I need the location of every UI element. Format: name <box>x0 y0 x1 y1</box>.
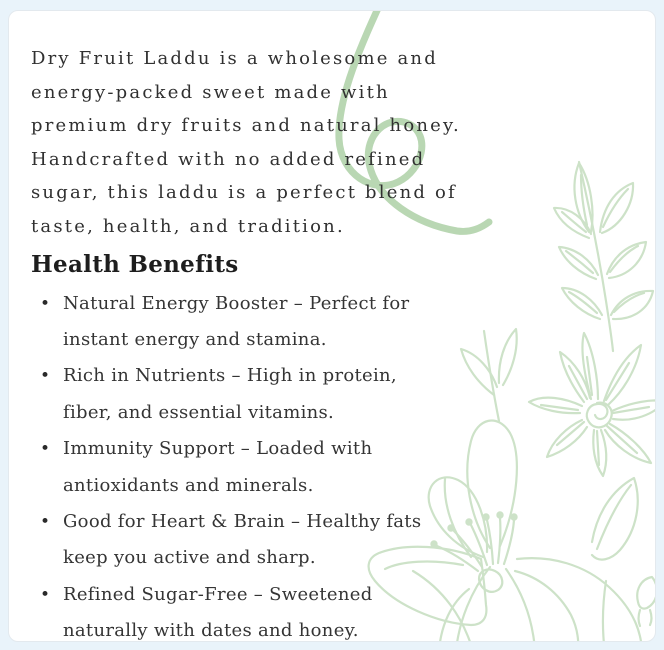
bullet-icon: • <box>40 439 51 460</box>
benefit-text-line: naturally with dates and honey. <box>63 620 359 642</box>
description-line: sugar, this laddu is a perfect blend of <box>31 182 457 204</box>
benefit-text-line: fiber, and essential vitamins. <box>63 401 335 423</box>
bullet-icon: • <box>40 366 51 387</box>
description-line: premium dry fruits and natural honey. <box>31 115 461 137</box>
list-item <box>31 431 641 504</box>
list-item <box>31 358 641 431</box>
health-benefits-list <box>31 286 641 642</box>
health-benefits-heading: Health Benefits <box>31 250 239 278</box>
benefit-text-line: Refined Sugar-Free – Sweetened <box>63 583 373 605</box>
benefit-text-line: instant energy and stamina. <box>63 328 327 350</box>
benefit-text-line: keep you active and sharp. <box>63 547 316 569</box>
description-line: energy-packed sweet made with <box>31 81 390 103</box>
benefit-text-line: Immunity Support – Loaded with <box>63 438 373 460</box>
product-description <box>31 42 641 244</box>
product-description-card <box>8 10 656 642</box>
card-content <box>9 11 655 642</box>
benefit-text-line: Good for Heart & Brain – Healthy fats <box>63 511 422 532</box>
bullet-icon: • <box>40 584 51 605</box>
bullet-icon: • <box>40 293 51 314</box>
list-item <box>31 577 641 642</box>
list-item <box>31 286 641 359</box>
benefit-text-line: antioxidants and minerals. <box>63 474 314 496</box>
description-line: taste, health, and tradition. <box>31 215 345 237</box>
description-line: Dry Fruit Laddu is a wholesome and <box>31 48 438 69</box>
benefit-text-line: Rich in Nutrients – High in protein, <box>63 365 397 387</box>
bullet-icon: • <box>40 512 51 532</box>
list-item <box>31 504 641 577</box>
benefit-text-line: Natural Energy Booster – Perfect for <box>63 292 410 314</box>
description-line: Handcrafted with no added refined <box>31 148 426 170</box>
